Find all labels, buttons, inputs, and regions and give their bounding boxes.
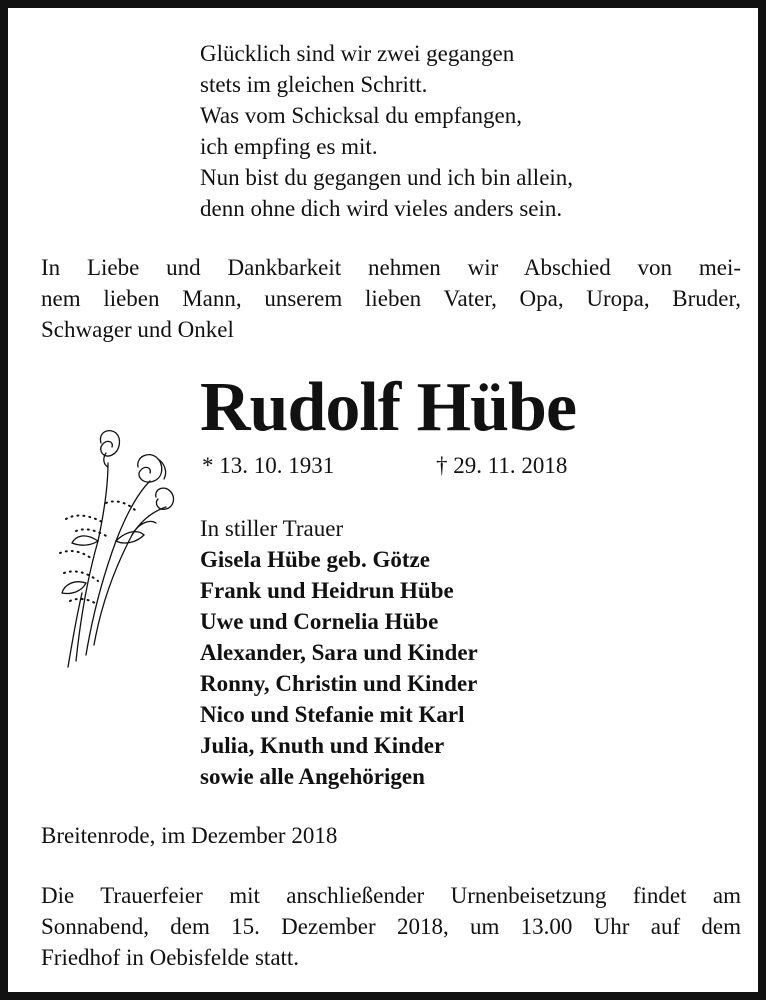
service-line: Sonnabend, dem 15. Dezember 2018, um 13.00 Uhr auf dem bbox=[41, 914, 741, 939]
poem-line: Was vom Schicksal du empfangen, bbox=[200, 103, 522, 128]
roses-icon bbox=[46, 423, 186, 673]
mourners-heading: In stiller Trauer bbox=[200, 516, 344, 541]
mourner-name: Nico und Stefanie mit Karl bbox=[200, 702, 465, 727]
mourner-name: Gisela Hübe geb. Götze bbox=[200, 547, 430, 572]
mourner-name: sowie alle Angehörigen bbox=[200, 764, 425, 789]
intro-line: Schwager und Onkel bbox=[41, 317, 234, 342]
intro-line: nem lieben Mann, unserem lieben Vater, Opa, Uropa, Bruder, bbox=[41, 286, 741, 311]
intro-text bbox=[41, 252, 741, 345]
funeral-service-info bbox=[41, 880, 741, 973]
poem bbox=[200, 38, 573, 224]
poem-line: stets im gleichen Schritt. bbox=[200, 72, 428, 97]
service-line: Friedhof in Oebisfelde statt. bbox=[41, 945, 300, 970]
place-date: Breitenrode, im Dezember 2018 bbox=[41, 823, 338, 848]
poem-line: Nun bist du gegangen und ich bin allein, bbox=[200, 165, 574, 190]
death-date: † 29. 11. 2018 bbox=[436, 453, 568, 478]
poem-line: Glücklich sind wir zwei gegangen bbox=[200, 41, 515, 66]
birth-date: * 13. 10. 1931 bbox=[202, 453, 335, 478]
mourners-list bbox=[200, 513, 478, 792]
poem-line: denn ohne dich wird vieles anders sein. bbox=[200, 196, 563, 221]
mourner-name: Uwe und Cornelia Hübe bbox=[200, 609, 439, 634]
mourner-name: Alexander, Sara und Kinder bbox=[200, 640, 478, 665]
mourner-name: Ronny, Christin und Kinder bbox=[200, 671, 478, 696]
deceased-name: Rudolf Hübe bbox=[200, 369, 577, 446]
poem-line: ich empfing es mit. bbox=[200, 134, 378, 159]
mourner-name: Frank und Heidrun Hübe bbox=[200, 578, 454, 603]
service-line: Die Trauerfeier mit anschließender Urnenbeisetzung findet am bbox=[41, 883, 741, 908]
intro-line: In Liebe und Dankbarkeit nehmen wir Abschied von mei- bbox=[41, 255, 741, 280]
mourner-name: Julia, Knuth und Kinder bbox=[200, 733, 445, 758]
